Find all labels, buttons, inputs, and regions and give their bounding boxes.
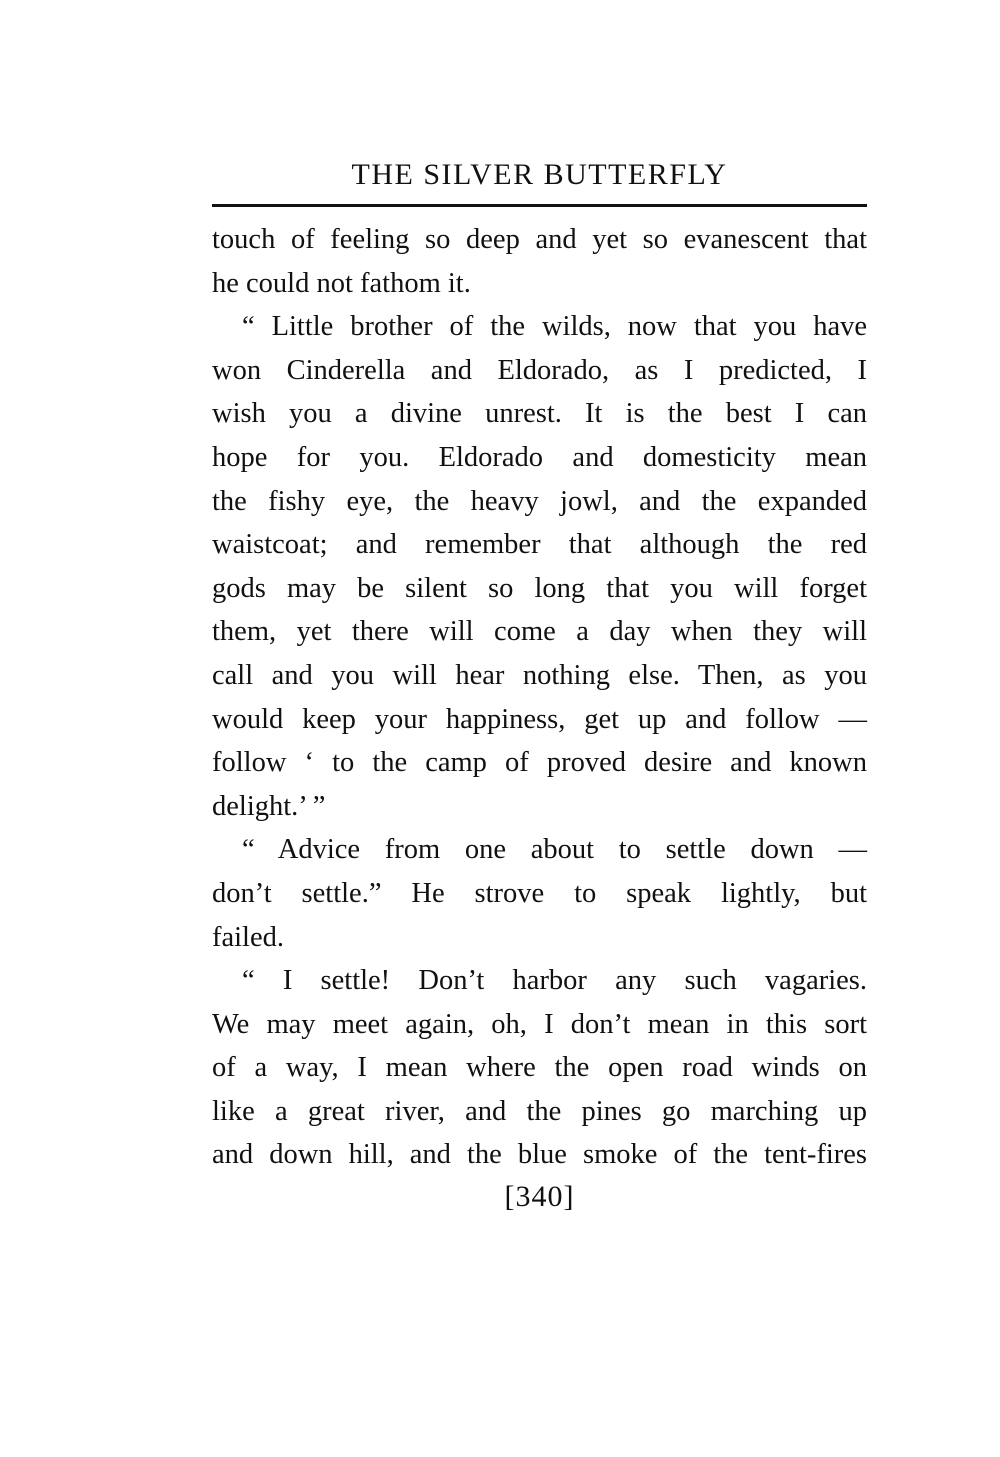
text-line: hope for you. Eldorado and domesticity mean — [212, 441, 867, 473]
text-line: touch of feeling so deep and yet so evanescent that — [212, 224, 867, 255]
text-line: gods may be silent so long that you will forget — [212, 572, 867, 604]
text-line: of a way, I mean where the open road winds on — [212, 1052, 867, 1084]
text-line: don’t settle.” He strove to speak lightly, but — [212, 877, 867, 909]
text-line: he could not fathom it. — [212, 267, 471, 299]
body-text — [212, 218, 867, 1177]
text-line: them, yet there will come a day when they will — [212, 616, 867, 648]
text-line: would keep your happiness, get up and follow — — [212, 703, 867, 735]
text-line: “ I settle! Don’t harbor any such vagaries. — [242, 965, 867, 997]
text-line: the fishy eye, the heavy jowl, and the expanded — [212, 485, 867, 517]
text-line: wish you a divine unrest. It is the best I can — [212, 398, 867, 430]
text-line: failed. — [212, 921, 285, 953]
page-number: [340] — [504, 1180, 575, 1213]
header-rule — [212, 204, 867, 207]
text-line: follow ‘ to the camp of proved desire and known — [212, 747, 867, 779]
text-line: and down hill, and the blue smoke of the tent-fires — [212, 1139, 867, 1171]
text-line: “ Little brother of the wilds, now that you have — [242, 311, 867, 343]
text-line: won Cinderella and Eldorado, as I predicted, I — [212, 354, 867, 386]
text-line: waistcoat; and remember that although the red — [212, 529, 867, 561]
text-line: “ Advice from one about to settle down — — [242, 834, 867, 866]
text-line: call and you will hear nothing else. Then, as you — [212, 659, 867, 691]
running-header: THE SILVER BUTTERFLY — [351, 158, 728, 191]
text-line: We may meet again, oh, I don’t mean in this sort — [212, 1008, 867, 1040]
text-line: delight.’ ” — [212, 790, 326, 822]
text-line: like a great river, and the pines go marching up — [212, 1095, 867, 1127]
